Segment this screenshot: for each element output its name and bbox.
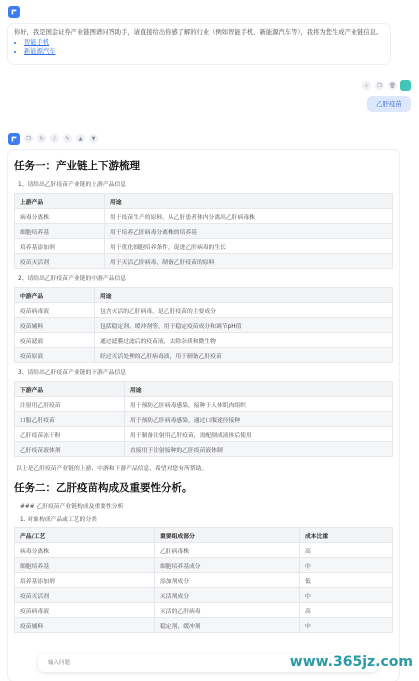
suggestion-link-phone[interactable]: 智能手机: [24, 39, 50, 46]
midstream-table: [14, 287, 393, 363]
markdown-heading-text: ### 乙肝疫苗产业链构成及重要性分析: [20, 504, 124, 510]
table-row: [15, 318, 393, 333]
table-cell: 乙肝疫苗冻干粉: [15, 427, 125, 442]
table-cell: 用于灭活乙肝病毒，制备乙肝疫苗的原料: [105, 254, 393, 269]
assistant-answer: [8, 150, 399, 681]
copy-icon[interactable]: ❐: [375, 81, 384, 90]
table-cell: 细胞培养基成分: [155, 558, 300, 573]
answer-toolbar: [24, 134, 98, 143]
user-avatar: [400, 80, 411, 91]
task2-title: 任务二：乙肝疫苗构成及重要性分析。: [14, 482, 193, 494]
assistant-logo-icon: [10, 135, 18, 143]
thumbs-up-icon[interactable]: ▲: [76, 134, 85, 143]
table-row: [15, 239, 393, 254]
table-cell: 高: [300, 603, 393, 618]
table-cell: 用于疫苗生产的原料，从乙肝患者体内分离出乙肝病毒株: [105, 209, 393, 224]
downstream-table: [14, 381, 393, 457]
question-midstream: 2、请给出乙肝疫苗产业链的中游产品信息: [18, 276, 127, 282]
table-header: 重要组成部分: [155, 528, 300, 543]
summary-text: 以上是乙肝疫苗产业链的上游、中游和下游产品信息，希望对您有所帮助。: [16, 466, 208, 472]
table-cell: 用于培养乙肝病毒分离株的培养基: [105, 224, 393, 239]
table-header: 下游产品: [15, 382, 125, 397]
suggestion-list: [14, 38, 384, 56]
table-cell: 病毒分离株: [15, 543, 155, 558]
delete-icon[interactable]: 🗑: [389, 82, 396, 89]
table-cell: 经过灭活处理的乙肝病毒液，用于制备乙肝疫苗: [95, 348, 393, 363]
table-row: [15, 303, 393, 318]
table-cell: 疫苗辅料: [15, 318, 95, 333]
table-cell: 培养基添加剂: [15, 239, 105, 254]
suggestion-link-ev[interactable]: 新能源汽车: [24, 48, 56, 55]
table-cell: 中: [300, 558, 393, 573]
suggestion-item[interactable]: [24, 47, 384, 56]
table-cell: 细胞培养基: [15, 224, 105, 239]
table-cell: 疫苗滤液: [15, 333, 95, 348]
task1-title: 任务一：产业链上下游梳理: [14, 160, 140, 172]
table-header: 上游产品: [15, 194, 105, 209]
table-cell: 添加剂成分: [155, 573, 300, 588]
table-cell: 细胞培养基: [15, 558, 155, 573]
table-row: [15, 558, 393, 573]
table-header: 用途: [125, 382, 393, 397]
table-cell: 培养基添加剂: [15, 573, 155, 588]
table-cell: 通过滤膜过滤后的疫苗液，去除杂质和微生物: [95, 333, 393, 348]
table-cell: 高: [300, 543, 393, 558]
thumbs-down-icon[interactable]: ▼: [89, 134, 98, 143]
table-cell: 低: [300, 573, 393, 588]
table-cell: 灭活剂成分: [155, 588, 300, 603]
table-cell: 疫苗原液: [15, 348, 95, 363]
upstream-table: [14, 193, 393, 269]
assistant-avatar: [8, 6, 20, 18]
table-row: [15, 618, 393, 633]
table-row: [15, 588, 393, 603]
table-cell: 包括稳定剂、缓冲剂等，用于稳定疫苗成分和调节pH值: [95, 318, 393, 333]
assistant-avatar: [8, 133, 20, 145]
table-cell: 用于优化细胞培养条件，促进乙肝病毒的生长: [105, 239, 393, 254]
table-row: [15, 442, 393, 457]
watermark: www.365jz.com: [289, 654, 413, 670]
section-subtitle: 1. 对象构成产品或工艺的分类: [20, 517, 97, 523]
table-row: [15, 543, 393, 558]
table-row: [15, 209, 393, 224]
table-row: [15, 224, 393, 239]
table-row: [15, 412, 393, 427]
table-cell: 中: [300, 588, 393, 603]
assistant-logo-icon: [10, 8, 18, 16]
table-row: [15, 254, 393, 269]
table-row: [15, 427, 393, 442]
table-header: 中游产品: [15, 288, 95, 303]
table-cell: 疫苗辅料: [15, 618, 155, 633]
table-row: [15, 333, 393, 348]
table-header: 成本比重: [300, 528, 393, 543]
user-message-bubble: 乙肝疫苗: [367, 96, 411, 112]
refresh-icon[interactable]: ↻: [37, 134, 46, 143]
table-cell: 用于预防乙肝病毒感染，接种于人体肌肉组织: [125, 397, 393, 412]
table-cell: 稳定剂、缓冲剂: [155, 618, 300, 633]
table-cell: 疫苗病毒液: [15, 303, 95, 318]
edit-icon[interactable]: ✎: [63, 134, 72, 143]
question-upstream: 1、请给出乙肝疫苗产业链的上游产品信息: [18, 182, 127, 188]
table-cell: 直接用于注射接种的乙肝疫苗液体制: [125, 442, 393, 457]
table-header: 用途: [95, 288, 393, 303]
table-cell: 疫苗灭活剂: [15, 588, 155, 603]
table-cell: 包含灭活的乙肝病毒，是乙肝疫苗的主要成分: [95, 303, 393, 318]
user-message-toolbar: [362, 81, 397, 90]
table-cell: 用于制备注射用乙肝疫苗，需配制成液体后使用: [125, 427, 393, 442]
table-row: [15, 397, 393, 412]
greeting-text: 你好，我是国金证券产业链图谱问答助手，请直接给出你感了解的行业（例如智能手机、新能源汽车等），我将为您生成产业链信息。: [14, 29, 383, 36]
table-cell: 疫苗灭活剂: [15, 254, 105, 269]
table-row: [15, 603, 393, 618]
table-cell: 疫苗病毒液: [15, 603, 155, 618]
question-downstream: 3、请给出乙肝疫苗产业链的下游产品信息: [18, 370, 127, 376]
table-row: [15, 348, 393, 363]
table-cell: 病毒分离株: [15, 209, 105, 224]
table-cell: 用于预防乙肝病毒感染，通过口服途径接种: [125, 412, 393, 427]
copy-icon[interactable]: ❐: [24, 134, 33, 143]
greeting-message: [8, 24, 390, 64]
table-cell: 口服乙肝疫苗: [15, 412, 125, 427]
suggestion-item[interactable]: [24, 38, 384, 47]
table-cell: 中: [300, 618, 393, 633]
table-cell: 乙肝疫苗液体剂: [15, 442, 125, 457]
table-row: [15, 573, 393, 588]
table-cell: 灭活的乙肝病毒: [155, 603, 300, 618]
table-header: 用途: [105, 194, 393, 209]
table-cell: 乙肝病毒株: [155, 543, 300, 558]
volume-icon[interactable]: ♪: [50, 134, 59, 143]
search-icon[interactable]: ⌕: [362, 81, 371, 90]
composition-table: [14, 527, 393, 633]
table-cell: 注射用乙肝疫苗: [15, 397, 125, 412]
table-header: 产品/工艺: [15, 528, 155, 543]
